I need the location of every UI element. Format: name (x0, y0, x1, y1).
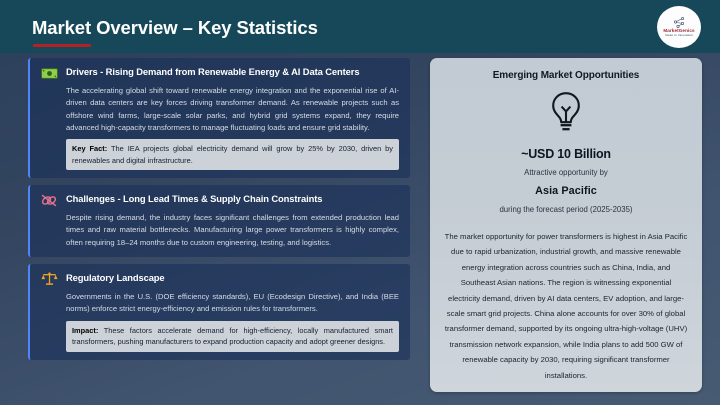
logo-tagline: Ideas to Innovation (664, 33, 694, 38)
emerging-opportunities-panel (430, 58, 702, 392)
key-fact-label: Key Fact: (72, 144, 108, 154)
brand-logo (657, 6, 701, 48)
broken-chain-link-icon (39, 192, 59, 208)
card-body-text: Governments in the U.S. (DOE efficiency standards), EU (Ecodesign Directive), and India (BEE norms) enforce strict energy-efficiency and emission rules for transformers. (66, 292, 399, 314)
card-header (39, 271, 401, 287)
card-body-text: The accelerating global shift toward renewable energy integration and the exponential rise of AI-driven data centers are key forces driving transformer demand. As renewable projects such as offshore wind farms, large-scale solar parks, and hybrid grid systems expand, they require advanced high-capacity transformers to manage fluctuating loads and ensure grid stability. (66, 86, 399, 132)
opportunity-subtitle-1: Attractive opportunity by (524, 168, 608, 177)
node-network-icon (673, 17, 686, 28)
opportunity-paragraph: The market opportunity for power transformers is highest in Asia Pacific due to rapid urbanization, industrial growth, and massive renewable energy integration across countries such as China, India, and Southeast Asian nations. The region is witnessing exponential electricity demand, driven by AI data centers, EV adoption, and large-scale smart grid projects. China alone accounts for over 30% of global transformer demand, supported by its ongoing ultra-high-voltage (UHV) transmission network expansion, while India plans to add 500 GW of renewable capacity by 2030, requiring significant transformer installations. (444, 232, 688, 380)
page-title: Market Overview – Key Statistics (32, 17, 318, 38)
impact-text: These factors accelerate demand for high-efficiency, locally manufactured smart transformers, pushing manufacturers to expand production capacity and adopt greener designs. (72, 325, 393, 347)
card-title: Drivers - Rising Demand from Renewable Energy & AI Data Centers (66, 66, 360, 77)
money-banknote-icon (39, 65, 59, 81)
opportunity-region: Asia Pacific (535, 185, 597, 197)
opportunity-amount: ~USD 10 Billion (521, 147, 611, 161)
logo-name: MarketGenics (663, 27, 695, 33)
card-title: Challenges - Long Lead Times & Supply Chain Constraints (66, 193, 323, 205)
card-header (39, 192, 401, 208)
insight-cards-column (28, 58, 410, 367)
title-underline-rule (33, 44, 91, 47)
card-drivers (28, 58, 410, 178)
card-body-text: Despite rising demand, the industry faces significant challenges from extended production lead times and raw material bottlenecks. Manufacturing large power transformers is highly complex, often requiring 18–24 months due to custom engineering, testing, and logistics. (66, 213, 399, 247)
impact-label: Impact: (72, 325, 99, 335)
key-fact-text: The IEA projects global electricity demand will grow by 25% by 2030, driven by renewables and digital infrastructure. (72, 144, 393, 165)
impact-box (66, 321, 399, 352)
lightbulb-icon-wrap (442, 91, 690, 133)
slide-header (0, 0, 720, 53)
card-regulatory (28, 264, 410, 360)
scales-of-justice-icon (39, 271, 59, 287)
lightbulb-icon (549, 91, 583, 133)
card-title: Regulatory Landscape (66, 272, 165, 284)
card-challenges (28, 185, 410, 257)
opportunity-subtitle-2: during the forecast period (2025-2035) (499, 205, 633, 214)
card-header (39, 65, 401, 81)
key-fact-box (66, 139, 399, 170)
panel-title: Emerging Market Opportunities (492, 70, 640, 81)
